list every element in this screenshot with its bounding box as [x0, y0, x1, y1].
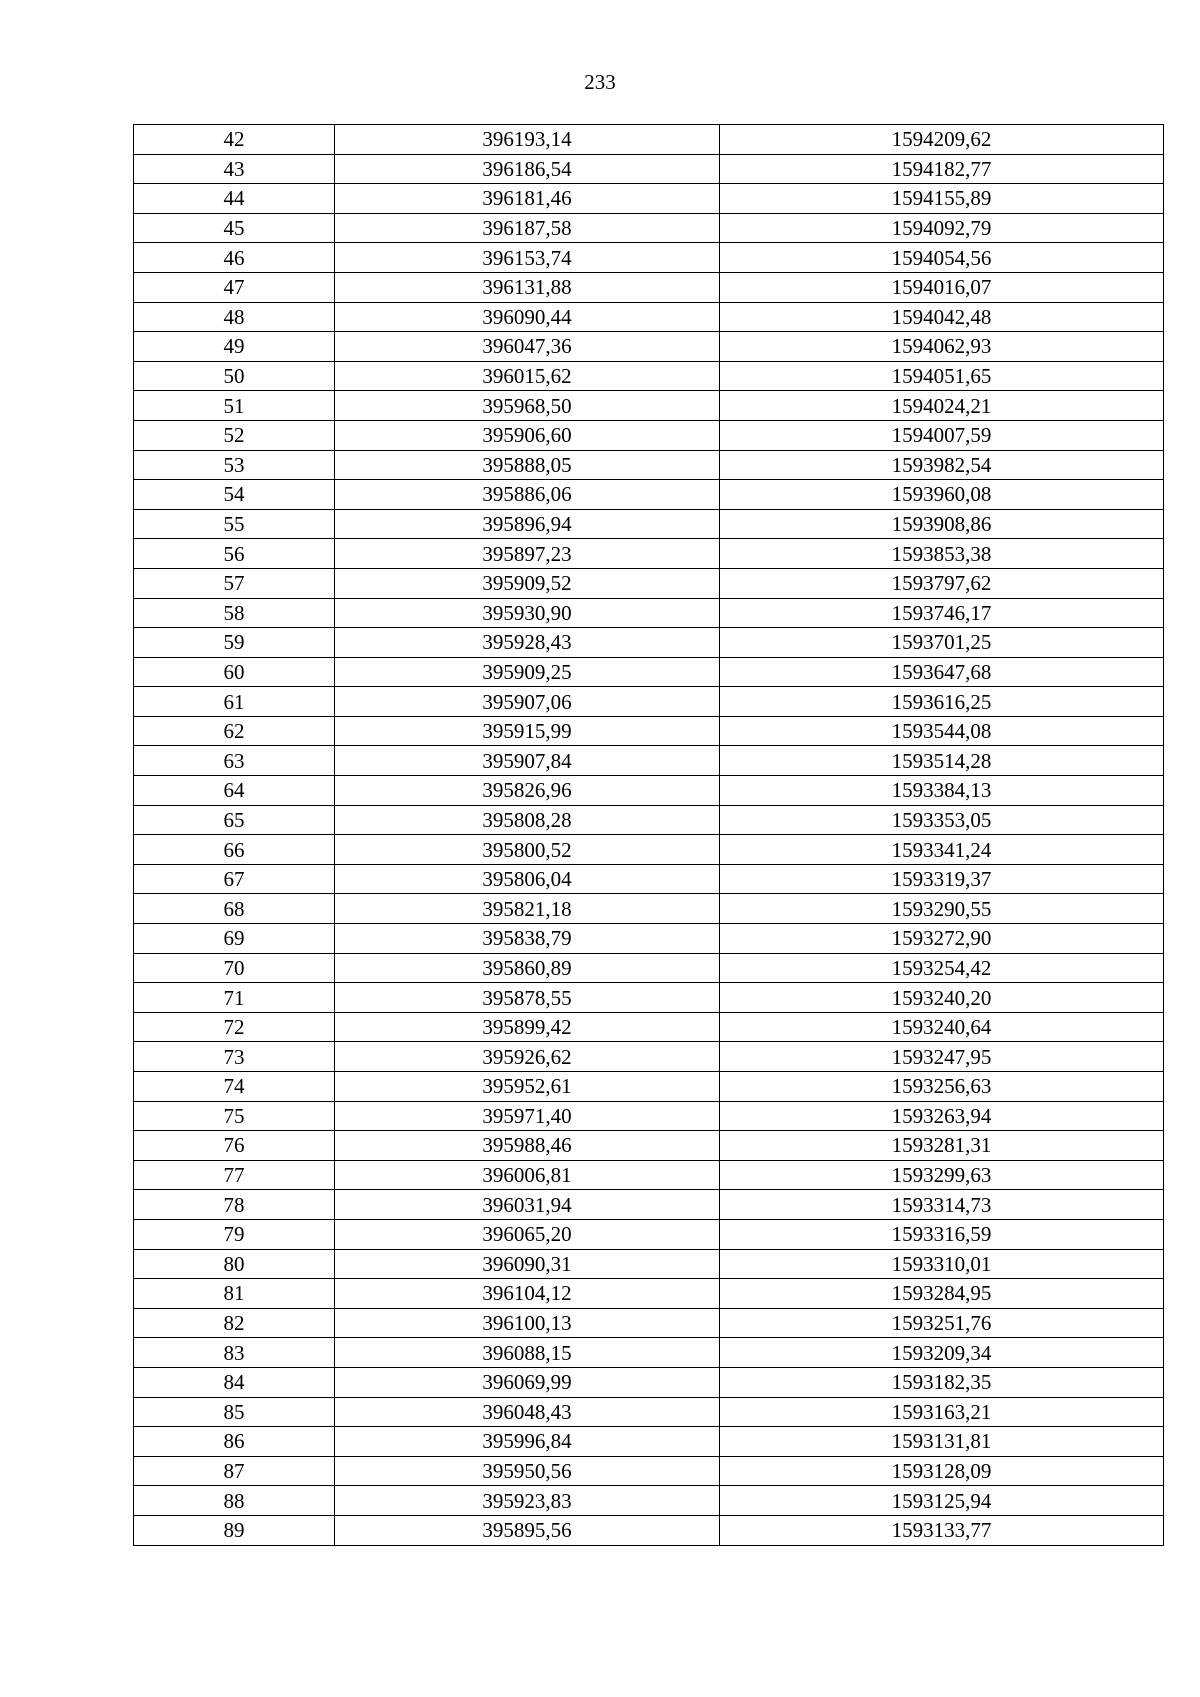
table-row	[134, 924, 1164, 954]
coordinates-table-body	[134, 125, 1164, 1546]
point-number-cell: 78	[134, 1190, 335, 1220]
point-number-cell: 63	[134, 746, 335, 776]
y-coordinate-cell: 1593544,08	[720, 716, 1164, 746]
table-row	[134, 1367, 1164, 1397]
table-row	[134, 480, 1164, 510]
y-coordinate-cell: 1593514,28	[720, 746, 1164, 776]
point-number-cell: 66	[134, 835, 335, 865]
table-row	[134, 272, 1164, 302]
point-number-cell: 56	[134, 539, 335, 569]
point-number-cell: 47	[134, 272, 335, 302]
x-coordinate-cell: 395878,55	[335, 983, 720, 1013]
table-row	[134, 1249, 1164, 1279]
y-coordinate-cell: 1594016,07	[720, 272, 1164, 302]
table-row	[134, 1308, 1164, 1338]
y-coordinate-cell: 1593163,21	[720, 1397, 1164, 1427]
table-row	[134, 628, 1164, 658]
y-coordinate-cell: 1593209,34	[720, 1338, 1164, 1368]
point-number-cell: 43	[134, 154, 335, 184]
x-coordinate-cell: 395968,50	[335, 391, 720, 421]
table-row	[134, 716, 1164, 746]
point-number-cell: 65	[134, 805, 335, 835]
table-row	[134, 1486, 1164, 1516]
y-coordinate-cell: 1593341,24	[720, 835, 1164, 865]
point-number-cell: 85	[134, 1397, 335, 1427]
table-row	[134, 213, 1164, 243]
x-coordinate-cell: 395896,94	[335, 509, 720, 539]
table-row	[134, 894, 1164, 924]
y-coordinate-cell: 1593616,25	[720, 687, 1164, 717]
y-coordinate-cell: 1593131,81	[720, 1427, 1164, 1457]
point-number-cell: 58	[134, 598, 335, 628]
y-coordinate-cell: 1593908,86	[720, 509, 1164, 539]
x-coordinate-cell: 395971,40	[335, 1101, 720, 1131]
table-row	[134, 332, 1164, 362]
y-coordinate-cell: 1593284,95	[720, 1279, 1164, 1309]
table-row	[134, 391, 1164, 421]
point-number-cell: 55	[134, 509, 335, 539]
y-coordinate-cell: 1593254,42	[720, 953, 1164, 983]
point-number-cell: 67	[134, 864, 335, 894]
y-coordinate-cell: 1594182,77	[720, 154, 1164, 184]
x-coordinate-cell: 396088,15	[335, 1338, 720, 1368]
x-coordinate-cell: 395923,83	[335, 1486, 720, 1516]
point-number-cell: 74	[134, 1072, 335, 1102]
table-row	[134, 1160, 1164, 1190]
coordinates-table	[133, 124, 1164, 1546]
x-coordinate-cell: 395930,90	[335, 598, 720, 628]
x-coordinate-cell: 395860,89	[335, 953, 720, 983]
point-number-cell: 71	[134, 983, 335, 1013]
y-coordinate-cell: 1593982,54	[720, 450, 1164, 480]
table-row	[134, 1279, 1164, 1309]
y-coordinate-cell: 1593746,17	[720, 598, 1164, 628]
y-coordinate-cell: 1593256,63	[720, 1072, 1164, 1102]
x-coordinate-cell: 396090,31	[335, 1249, 720, 1279]
point-number-cell: 45	[134, 213, 335, 243]
x-coordinate-cell: 395988,46	[335, 1131, 720, 1161]
x-coordinate-cell: 396006,81	[335, 1160, 720, 1190]
table-row	[134, 953, 1164, 983]
point-number-cell: 69	[134, 924, 335, 954]
y-coordinate-cell: 1593240,20	[720, 983, 1164, 1013]
table-row	[134, 184, 1164, 214]
x-coordinate-cell: 396065,20	[335, 1219, 720, 1249]
y-coordinate-cell: 1593299,63	[720, 1160, 1164, 1190]
y-coordinate-cell: 1593182,35	[720, 1367, 1164, 1397]
x-coordinate-cell: 395950,56	[335, 1456, 720, 1486]
point-number-cell: 83	[134, 1338, 335, 1368]
x-coordinate-cell: 396131,88	[335, 272, 720, 302]
x-coordinate-cell: 396181,46	[335, 184, 720, 214]
y-coordinate-cell: 1593240,64	[720, 1012, 1164, 1042]
x-coordinate-cell: 395806,04	[335, 864, 720, 894]
table-row	[134, 302, 1164, 332]
point-number-cell: 53	[134, 450, 335, 480]
table-row	[134, 568, 1164, 598]
y-coordinate-cell: 1593353,05	[720, 805, 1164, 835]
point-number-cell: 76	[134, 1131, 335, 1161]
table-row	[134, 657, 1164, 687]
table-row	[134, 154, 1164, 184]
x-coordinate-cell: 396090,44	[335, 302, 720, 332]
point-number-cell: 52	[134, 420, 335, 450]
point-number-cell: 81	[134, 1279, 335, 1309]
point-number-cell: 60	[134, 657, 335, 687]
table-row	[134, 687, 1164, 717]
y-coordinate-cell: 1593133,77	[720, 1515, 1164, 1545]
table-row	[134, 746, 1164, 776]
table-row	[134, 1456, 1164, 1486]
table-row	[134, 983, 1164, 1013]
y-coordinate-cell: 1593384,13	[720, 776, 1164, 806]
y-coordinate-cell: 1594042,48	[720, 302, 1164, 332]
y-coordinate-cell: 1593128,09	[720, 1456, 1164, 1486]
table-row	[134, 509, 1164, 539]
x-coordinate-cell: 395996,84	[335, 1427, 720, 1457]
point-number-cell: 57	[134, 568, 335, 598]
table-row	[134, 835, 1164, 865]
table-row	[134, 776, 1164, 806]
x-coordinate-cell: 395909,52	[335, 568, 720, 598]
table-row	[134, 1072, 1164, 1102]
x-coordinate-cell: 395899,42	[335, 1012, 720, 1042]
table-row	[134, 805, 1164, 835]
table-row	[134, 1515, 1164, 1545]
point-number-cell: 82	[134, 1308, 335, 1338]
point-number-cell: 49	[134, 332, 335, 362]
point-number-cell: 64	[134, 776, 335, 806]
table-row	[134, 1101, 1164, 1131]
x-coordinate-cell: 396186,54	[335, 154, 720, 184]
x-coordinate-cell: 396047,36	[335, 332, 720, 362]
y-coordinate-cell: 1594092,79	[720, 213, 1164, 243]
x-coordinate-cell: 395886,06	[335, 480, 720, 510]
y-coordinate-cell: 1593272,90	[720, 924, 1164, 954]
table-row	[134, 1427, 1164, 1457]
x-coordinate-cell: 395926,62	[335, 1042, 720, 1072]
y-coordinate-cell: 1593125,94	[720, 1486, 1164, 1516]
y-coordinate-cell: 1593281,31	[720, 1131, 1164, 1161]
x-coordinate-cell: 395897,23	[335, 539, 720, 569]
y-coordinate-cell: 1593319,37	[720, 864, 1164, 894]
x-coordinate-cell: 395928,43	[335, 628, 720, 658]
x-coordinate-cell: 395907,84	[335, 746, 720, 776]
x-coordinate-cell: 396048,43	[335, 1397, 720, 1427]
point-number-cell: 87	[134, 1456, 335, 1486]
point-number-cell: 50	[134, 361, 335, 391]
table-row	[134, 598, 1164, 628]
x-coordinate-cell: 395895,56	[335, 1515, 720, 1545]
table-row	[134, 1219, 1164, 1249]
y-coordinate-cell: 1594054,56	[720, 243, 1164, 273]
point-number-cell: 72	[134, 1012, 335, 1042]
table-row	[134, 539, 1164, 569]
table-row	[134, 1338, 1164, 1368]
y-coordinate-cell: 1593960,08	[720, 480, 1164, 510]
table-row	[134, 243, 1164, 273]
point-number-cell: 88	[134, 1486, 335, 1516]
y-coordinate-cell: 1593797,62	[720, 568, 1164, 598]
y-coordinate-cell: 1594007,59	[720, 420, 1164, 450]
point-number-cell: 77	[134, 1160, 335, 1190]
point-number-cell: 46	[134, 243, 335, 273]
point-number-cell: 84	[134, 1367, 335, 1397]
point-number-cell: 68	[134, 894, 335, 924]
point-number-cell: 62	[134, 716, 335, 746]
x-coordinate-cell: 395808,28	[335, 805, 720, 835]
y-coordinate-cell: 1594209,62	[720, 125, 1164, 155]
point-number-cell: 48	[134, 302, 335, 332]
x-coordinate-cell: 395915,99	[335, 716, 720, 746]
table-row	[134, 1042, 1164, 1072]
x-coordinate-cell: 395826,96	[335, 776, 720, 806]
point-number-cell: 70	[134, 953, 335, 983]
point-number-cell: 54	[134, 480, 335, 510]
y-coordinate-cell: 1593647,68	[720, 657, 1164, 687]
x-coordinate-cell: 395800,52	[335, 835, 720, 865]
x-coordinate-cell: 396069,99	[335, 1367, 720, 1397]
y-coordinate-cell: 1594024,21	[720, 391, 1164, 421]
y-coordinate-cell: 1593251,76	[720, 1308, 1164, 1338]
table-row	[134, 361, 1164, 391]
table-row	[134, 1131, 1164, 1161]
x-coordinate-cell: 396153,74	[335, 243, 720, 273]
x-coordinate-cell: 396015,62	[335, 361, 720, 391]
table-row	[134, 1190, 1164, 1220]
point-number-cell: 80	[134, 1249, 335, 1279]
y-coordinate-cell: 1593247,95	[720, 1042, 1164, 1072]
x-coordinate-cell: 395909,25	[335, 657, 720, 687]
x-coordinate-cell: 396187,58	[335, 213, 720, 243]
x-coordinate-cell: 396193,14	[335, 125, 720, 155]
y-coordinate-cell: 1594051,65	[720, 361, 1164, 391]
table-row	[134, 420, 1164, 450]
y-coordinate-cell: 1593314,73	[720, 1190, 1164, 1220]
x-coordinate-cell: 395821,18	[335, 894, 720, 924]
x-coordinate-cell: 396104,12	[335, 1279, 720, 1309]
y-coordinate-cell: 1593310,01	[720, 1249, 1164, 1279]
x-coordinate-cell: 396031,94	[335, 1190, 720, 1220]
x-coordinate-cell: 395906,60	[335, 420, 720, 450]
y-coordinate-cell: 1593290,55	[720, 894, 1164, 924]
y-coordinate-cell: 1593701,25	[720, 628, 1164, 658]
table-row	[134, 1397, 1164, 1427]
x-coordinate-cell: 396100,13	[335, 1308, 720, 1338]
point-number-cell: 51	[134, 391, 335, 421]
table-row	[134, 1012, 1164, 1042]
y-coordinate-cell: 1594155,89	[720, 184, 1164, 214]
y-coordinate-cell: 1593263,94	[720, 1101, 1164, 1131]
table-row	[134, 864, 1164, 894]
point-number-cell: 79	[134, 1219, 335, 1249]
point-number-cell: 42	[134, 125, 335, 155]
point-number-cell: 75	[134, 1101, 335, 1131]
point-number-cell: 61	[134, 687, 335, 717]
point-number-cell: 44	[134, 184, 335, 214]
point-number-cell: 86	[134, 1427, 335, 1457]
x-coordinate-cell: 395907,06	[335, 687, 720, 717]
y-coordinate-cell: 1594062,93	[720, 332, 1164, 362]
table-row	[134, 450, 1164, 480]
y-coordinate-cell: 1593316,59	[720, 1219, 1164, 1249]
x-coordinate-cell: 395952,61	[335, 1072, 720, 1102]
table-row	[134, 125, 1164, 155]
point-number-cell: 59	[134, 628, 335, 658]
point-number-cell: 89	[134, 1515, 335, 1545]
x-coordinate-cell: 395888,05	[335, 450, 720, 480]
x-coordinate-cell: 395838,79	[335, 924, 720, 954]
y-coordinate-cell: 1593853,38	[720, 539, 1164, 569]
page-number: 233	[584, 70, 616, 94]
point-number-cell: 73	[134, 1042, 335, 1072]
